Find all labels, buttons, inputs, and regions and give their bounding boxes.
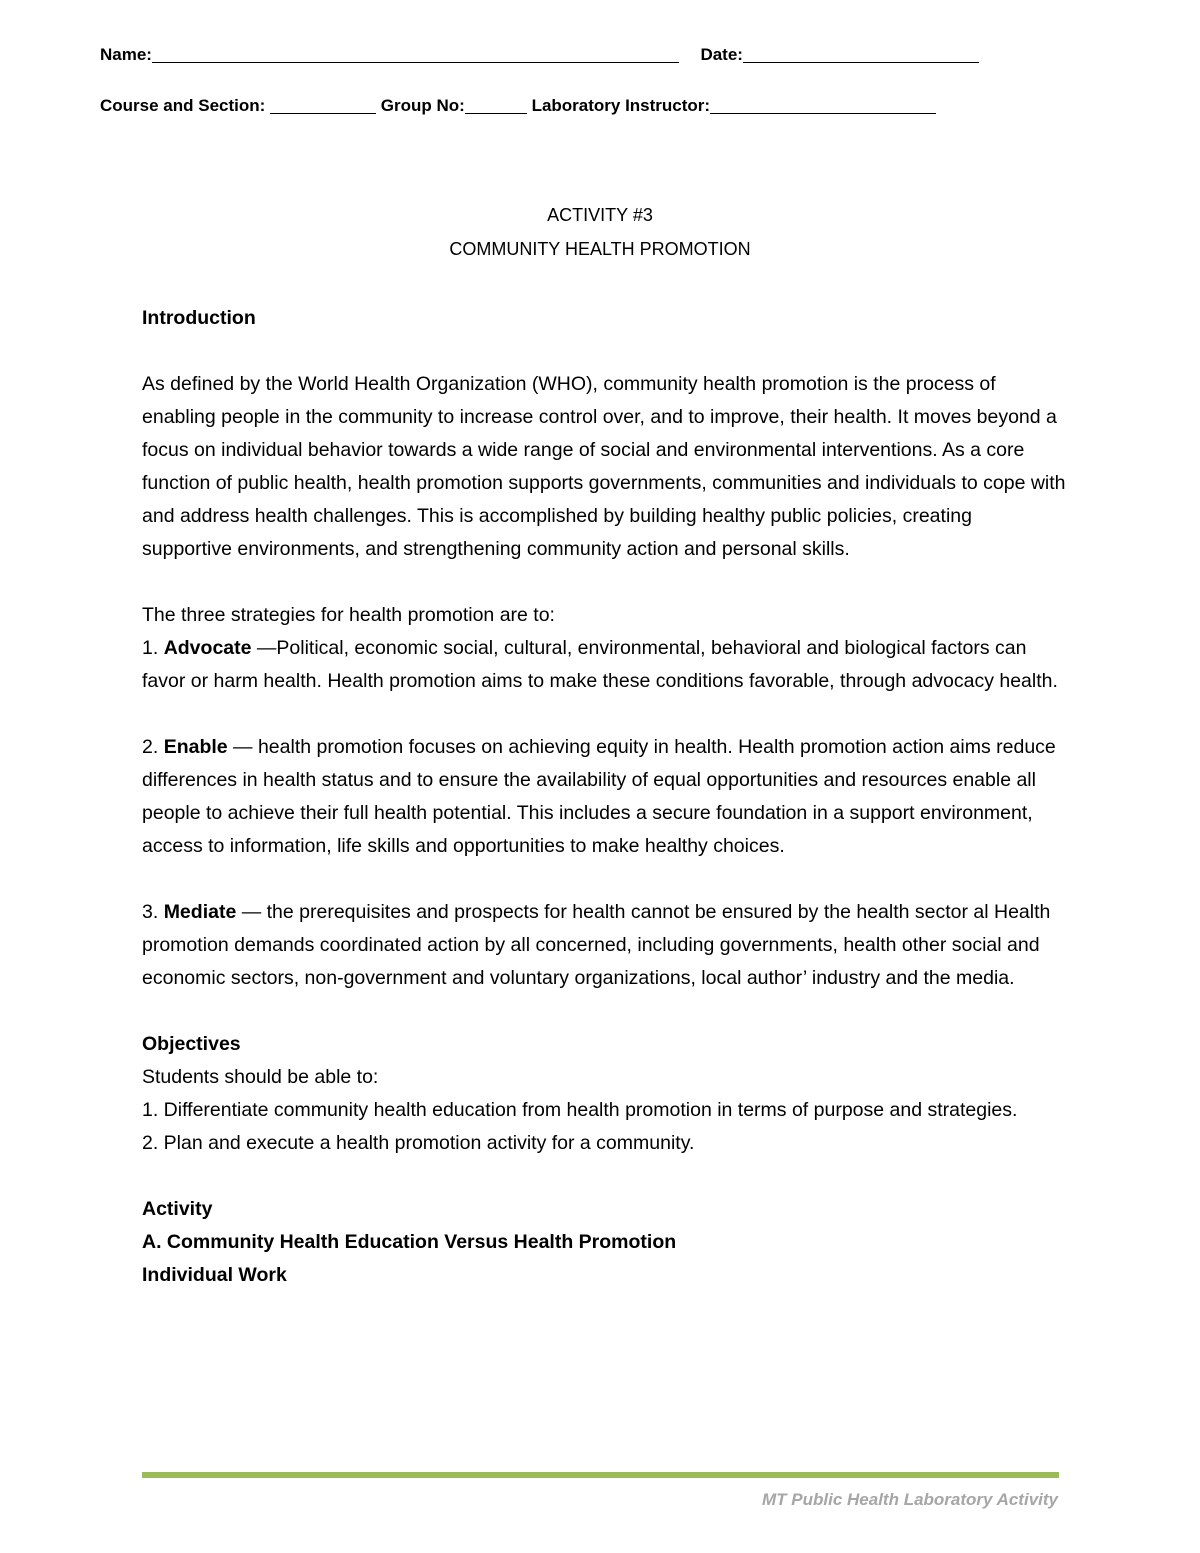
course-field[interactable] bbox=[270, 97, 376, 114]
strategy-term: Enable bbox=[163, 736, 228, 758]
name-field[interactable] bbox=[152, 46, 679, 63]
instructor-label: Laboratory Instructor: bbox=[531, 96, 711, 115]
objectives-lead: Students should be able to: bbox=[142, 1066, 379, 1088]
activity-mode: Individual Work bbox=[142, 1264, 287, 1286]
name-label: Name: bbox=[100, 45, 152, 64]
strategy-item bbox=[142, 896, 1067, 995]
introduction-paragraph: As defined by the World Health Organization (WHO), community health promotion is the process of enabling people in the community to increase control over, and to improve, their health. It moves beyond a focus on individual behavior towards a wide range of social and environmental interventions. As a core function of public health, health promotion supports governments, communities and individuals to cope with and address health challenges. This is accomplished by building healthy public policies, creating supportive environments, and strengthening community action and personal skills. bbox=[142, 373, 1066, 560]
introduction-heading: Introduction bbox=[142, 307, 256, 329]
group-label: Group No: bbox=[380, 96, 465, 115]
strategy-text: — the prerequisites and prospects for health cannot be ensured by the health sector al Health promotion demands coordinated action by all concerned, including governments, health other social and economic sectors, non-government and voluntary organizations, local author’ industry and the media. bbox=[142, 901, 1051, 989]
group-field[interactable] bbox=[465, 97, 527, 114]
course-label: Course and Section: bbox=[100, 96, 266, 115]
strategy-number: 3. bbox=[142, 901, 159, 923]
strategies-lead: The three strategies for health promotion are to: bbox=[142, 604, 555, 626]
activity-subheading: A. Community Health Education Versus Health Promotion bbox=[142, 1231, 677, 1253]
strategy-item bbox=[142, 632, 1067, 698]
objective-item: 2. Plan and execute a health promotion activity for a community. bbox=[142, 1132, 695, 1154]
strategy-term: Advocate bbox=[163, 637, 252, 659]
footer-rule bbox=[142, 1472, 1059, 1478]
activity-heading: Activity bbox=[142, 1198, 213, 1220]
footer-text: MT Public Health Laboratory Activity bbox=[762, 1490, 1058, 1509]
document-body bbox=[142, 302, 1067, 1292]
strategy-text: — health promotion focuses on achieving equity in health. Health promotion action aims reduce differences in health status and to ensure the availability of equal opportunities and resources enable all people to achieve their full health potential. This includes a secure foundation in a support environment, access to information, life skills and opportunities to make healthy choices. bbox=[142, 736, 1056, 857]
header-row-2 bbox=[100, 96, 936, 116]
strategy-number: 1. bbox=[142, 637, 159, 659]
activity-number: ACTIVITY #3 bbox=[547, 205, 653, 225]
objective-item: 1. Differentiate community health education from health promotion in terms of purpose and strategies. bbox=[142, 1099, 1018, 1121]
activity-title: COMMUNITY HEALTH PROMOTION bbox=[449, 239, 751, 259]
instructor-field[interactable] bbox=[710, 97, 936, 114]
strategy-number: 2. bbox=[142, 736, 159, 758]
strategy-item bbox=[142, 731, 1067, 863]
header-row-1 bbox=[100, 45, 979, 65]
date-field[interactable] bbox=[743, 46, 979, 63]
date-label: Date: bbox=[700, 45, 743, 64]
objectives-heading: Objectives bbox=[142, 1033, 241, 1055]
strategy-term: Mediate bbox=[163, 901, 237, 923]
strategy-text: —Political, economic social, cultural, environmental, behavioral and biological factors can favor or harm health. Health promotion aims to make these conditions favorable, through advocacy health. bbox=[142, 637, 1058, 692]
